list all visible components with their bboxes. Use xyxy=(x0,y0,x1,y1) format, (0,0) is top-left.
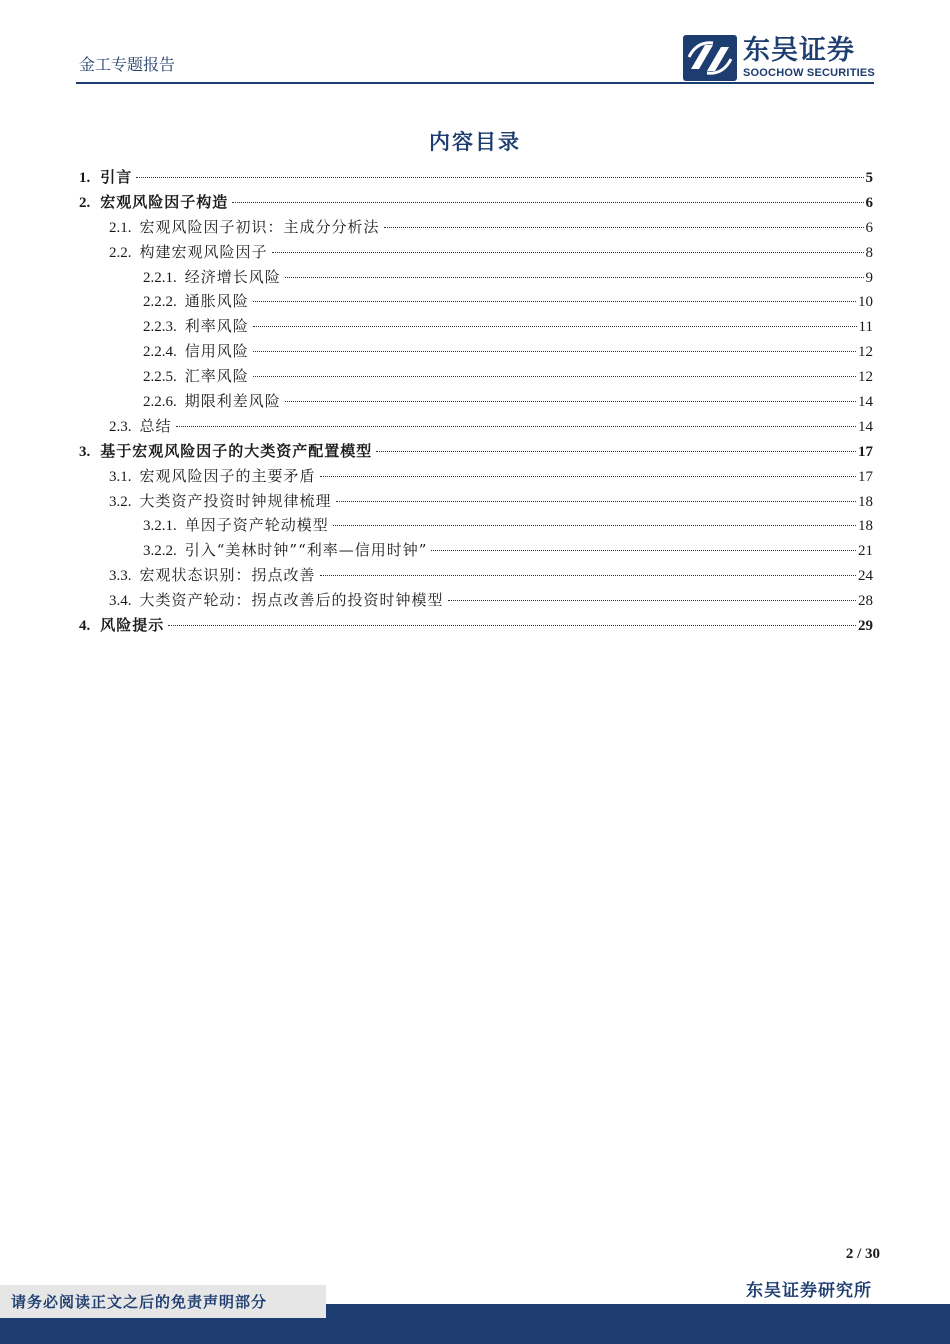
toc-entry[interactable] xyxy=(79,539,873,564)
toc-entry-page: 18 xyxy=(858,493,873,510)
table-of-contents xyxy=(79,166,873,639)
toc-entry-page: 11 xyxy=(858,319,873,336)
report-category-label: 金工专题报告 xyxy=(79,55,176,74)
toc-dot-leader xyxy=(448,600,856,601)
toc-entry-title: 期限利差风险 xyxy=(184,392,281,411)
toc-entry[interactable] xyxy=(79,440,873,465)
toc-entry-page: 10 xyxy=(858,294,873,311)
disclaimer-text: 请务必阅读正文之后的免责声明部分 xyxy=(11,1293,268,1311)
toc-entry[interactable] xyxy=(79,216,873,241)
toc-entry-number: 2.2.4. xyxy=(143,344,177,361)
toc-dot-leader xyxy=(232,202,863,203)
toc-entry-number: 3.1. xyxy=(109,468,132,485)
toc-entry[interactable] xyxy=(79,589,873,614)
toc-dot-leader xyxy=(320,575,856,576)
toc-entry-page: 29 xyxy=(858,618,873,635)
toc-entry[interactable] xyxy=(79,415,873,440)
toc-entry-title: 通胀风险 xyxy=(184,292,249,311)
toc-entry-number: 3.4. xyxy=(109,593,132,610)
toc-entry-number: 2.2.3. xyxy=(143,319,177,336)
toc-entry-number: 3. xyxy=(79,443,91,460)
toc-dot-leader xyxy=(253,326,857,327)
toc-entry-number: 2.2. xyxy=(109,244,132,261)
header-divider xyxy=(76,82,874,84)
toc-entry-number: 2.2.5. xyxy=(143,369,177,386)
toc-entry-number: 2.2.2. xyxy=(143,294,177,311)
toc-entry-page: 6 xyxy=(865,219,873,236)
toc-entry-page: 18 xyxy=(858,518,873,535)
toc-dot-leader xyxy=(136,177,863,178)
toc-entry-page: 17 xyxy=(858,468,873,485)
toc-entry-number: 2.2.1. xyxy=(143,269,177,286)
toc-dot-leader xyxy=(333,525,856,526)
toc-entry-page: 12 xyxy=(858,344,873,361)
toc-entry-page: 5 xyxy=(865,170,873,186)
toc-entry-title: 信用风险 xyxy=(184,342,249,361)
toc-entry[interactable] xyxy=(79,365,873,390)
toc-entry[interactable] xyxy=(79,490,873,515)
toc-entry-number: 1. xyxy=(79,170,91,186)
toc-entry-number: 4. xyxy=(79,618,91,635)
logo-chinese-name: 东吴证券 xyxy=(743,35,855,66)
toc-entry-page: 8 xyxy=(865,244,873,261)
toc-dot-leader xyxy=(168,625,856,626)
page-number: 2 / 30 xyxy=(845,1246,880,1262)
toc-entry-page: 28 xyxy=(858,593,873,610)
toc-entry-title: 引入“美林时钟”“利率—信用时钟” xyxy=(184,541,428,560)
toc-entry[interactable] xyxy=(79,564,873,589)
toc-entry-page: 14 xyxy=(858,418,873,435)
toc-entry[interactable] xyxy=(79,340,873,365)
toc-entry-title: 单因子资产轮动模型 xyxy=(184,516,329,535)
toc-dot-leader xyxy=(384,227,864,228)
disclaimer-box xyxy=(0,1285,326,1318)
toc-dot-leader xyxy=(253,351,856,352)
toc-entry-number: 3.2.1. xyxy=(143,518,177,535)
logo-english-name: SOOCHOW SECURITIES xyxy=(743,67,875,79)
toc-entry-title: 利率风险 xyxy=(184,317,249,336)
toc-entry[interactable] xyxy=(79,465,873,490)
toc-dot-leader xyxy=(285,401,856,402)
toc-dot-leader xyxy=(253,376,856,377)
toc-dot-leader xyxy=(320,476,856,477)
toc-entry-title: 风险提示 xyxy=(100,616,165,635)
toc-entry[interactable] xyxy=(79,614,873,639)
toc-entry-title: 基于宏观风险因子的大类资产配置模型 xyxy=(100,441,373,460)
toc-entry-title: 大类资产投资时钟规律梳理 xyxy=(139,491,332,510)
soochow-logo-icon xyxy=(683,35,737,81)
toc-entry-title: 宏观风险因子的主要矛盾 xyxy=(139,466,316,485)
toc-entry-title: 构建宏观风险因子 xyxy=(139,242,268,261)
toc-entry-number: 3.3. xyxy=(109,568,132,585)
toc-entry-title: 总结 xyxy=(139,416,172,435)
toc-dot-leader xyxy=(431,550,856,551)
toc-entry-page: 24 xyxy=(858,568,873,585)
toc-dot-leader xyxy=(272,252,864,253)
toc-entry-title: 经济增长风险 xyxy=(184,267,281,286)
toc-entry-title: 宏观风险因子初识：主成分分析法 xyxy=(139,217,380,236)
toc-entry-page: 17 xyxy=(858,443,873,460)
toc-entry[interactable] xyxy=(79,191,873,216)
toc-entry-page: 6 xyxy=(865,194,873,211)
toc-entry[interactable] xyxy=(79,514,873,539)
company-logo xyxy=(683,34,875,82)
toc-entry[interactable] xyxy=(79,266,873,291)
toc-entry-title: 汇率风险 xyxy=(184,367,249,386)
toc-dot-leader xyxy=(176,426,856,427)
toc-entry-number: 2. xyxy=(79,194,91,211)
footer-firm-name: 东吴证券研究所 xyxy=(746,1281,872,1301)
toc-entry-number: 3.2.2. xyxy=(143,543,177,560)
toc-dot-leader xyxy=(285,277,864,278)
toc-entry-number: 3.2. xyxy=(109,493,132,510)
toc-entry-number: 2.3. xyxy=(109,418,132,435)
toc-entry-page: 21 xyxy=(858,543,873,560)
toc-entry[interactable] xyxy=(79,241,873,266)
toc-entry[interactable] xyxy=(79,166,873,191)
toc-title: 内容目录 xyxy=(429,129,521,154)
toc-entry-number: 2.2.6. xyxy=(143,394,177,411)
toc-entry-page: 14 xyxy=(858,394,873,411)
toc-entry-title: 宏观风险因子构造 xyxy=(100,192,229,211)
toc-entry[interactable] xyxy=(79,315,873,340)
toc-entry-page: 12 xyxy=(858,369,873,386)
toc-entry-title: 大类资产轮动：拐点改善后的投资时钟模型 xyxy=(139,591,444,610)
toc-dot-leader xyxy=(253,301,856,302)
toc-entry[interactable] xyxy=(79,390,873,415)
toc-entry-title: 引言 xyxy=(100,168,133,186)
toc-dot-leader xyxy=(336,501,856,502)
toc-entry-page: 9 xyxy=(865,269,873,286)
toc-entry-title: 宏观状态识别：拐点改善 xyxy=(139,566,316,585)
toc-entry-number: 2.1. xyxy=(109,219,132,236)
toc-dot-leader xyxy=(376,451,856,452)
toc-entry[interactable] xyxy=(79,290,873,315)
